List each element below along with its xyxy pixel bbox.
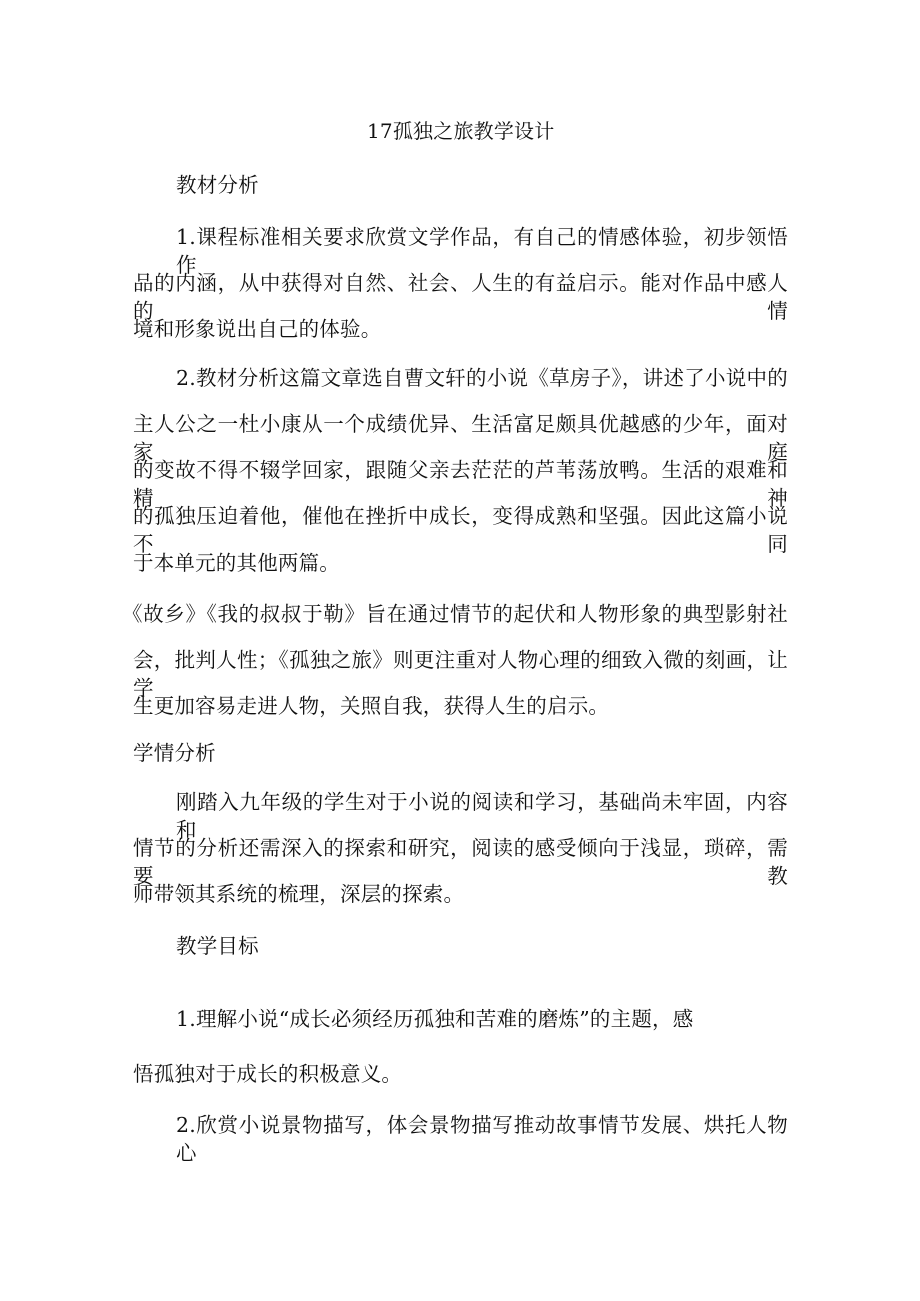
paragraph-line: 生更加容易走进人物，关照自我，获得人生的启示。: [133, 694, 610, 718]
paragraph-line: 2.教材分析这篇文章选自曹文轩的小说《草房子》，讲述了小说中的: [176, 366, 788, 390]
paragraph-line: 《故乡》《我的叔叔于勒》旨在通过情节的起伏和人物形象的典型影射社: [122, 602, 788, 626]
paragraph-line: 境和形象说出自己的体验。: [133, 317, 382, 341]
paragraph-line: 品的内涵，从中获得对自然、社会、人生的有益启示。能对作品中感人的情: [133, 271, 788, 323]
paragraph-line: 的变故不得不辍学回家，跟随父亲去茫茫的芦苇荡放鸭。生活的艰难和精神: [133, 458, 788, 510]
paragraph-line: 会，批判人性；《孤独之旅》则更注重对人物心理的细致入微的刻画，让学: [133, 648, 788, 700]
paragraph-line: 2.欣赏小说景物描写，体会景物描写推动故事情节发展、烘托人物心: [176, 1113, 788, 1165]
section-heading-teaching-goals: 教学目标: [176, 934, 259, 958]
paragraph-line: 主人公之一杜小康从一个成绩优异、生活富足颇具优越感的少年，面对家庭: [133, 412, 788, 464]
paragraph-line: 情节的分析还需深入的探索和研究，阅读的感受倾向于浅显，琐碎，需要教: [133, 836, 788, 888]
paragraph-line: 1.课程标准相关要求欣赏文学作品，有自己的情感体验，初步领悟作: [176, 225, 788, 277]
paragraph-line: 的孤独压迫着他，催他在挫折中成长，变得成熟和坚强。因此这篇小说不同: [133, 504, 788, 556]
section-heading-materials-analysis: 教材分析: [176, 173, 259, 197]
paragraph-line: 刚踏入九年级的学生对于小说的阅读和学习，基础尚未牢固，内容和: [176, 790, 788, 842]
document-title: 17孤独之旅教学设计: [367, 119, 555, 143]
paragraph-line: 1.理解小说“成长必须经历孤独和苦难的磨炼”的主题，感: [176, 1007, 694, 1031]
section-heading-student-analysis: 学情分析: [133, 741, 216, 765]
paragraph-line: 悟孤独对于成长的积极意义。: [133, 1062, 403, 1086]
paragraph-line: 于本单元的其他两篇。: [133, 551, 340, 575]
paragraph-line: 师带领其系统的梳理，深层的探索。: [133, 882, 465, 906]
